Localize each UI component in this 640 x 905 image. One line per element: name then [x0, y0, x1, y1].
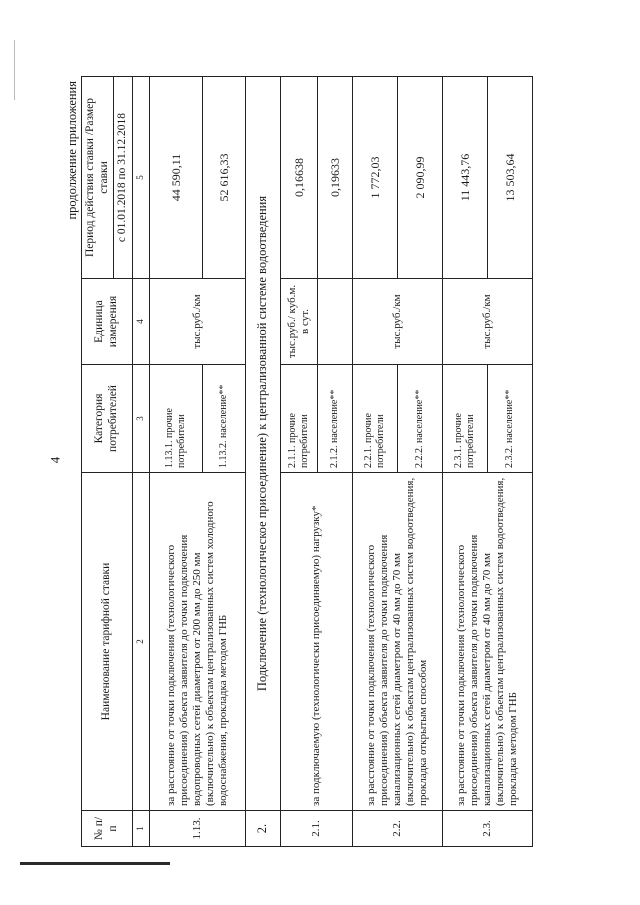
table-row	[442, 77, 487, 847]
row-number: 1.13.	[149, 811, 245, 847]
table-row	[352, 77, 397, 847]
document-sheet	[65, 67, 565, 857]
rate-name: за расстояние от точки подключения (технологического присоединения) объекта заявителя до точки подключения водопроводных сетей диаметром от 200 мм до 250 мм (включительно) к объектам централизованных систем холодного водоснабжения, прокладка методом ГНБ	[149, 473, 245, 811]
consumer-category: 1.13.2. население**	[202, 365, 245, 473]
section-number: 2.	[245, 811, 280, 847]
consumer-category: 2.2.1. прочие потребители	[352, 365, 397, 473]
index-cell: 3	[132, 365, 149, 473]
row-number: 2.3.	[442, 811, 532, 847]
unit-cell: тыс.руб./ куб.м. в сут.	[280, 279, 317, 365]
index-cell: 4	[132, 279, 149, 365]
rate-value: 1 772,03	[352, 77, 397, 279]
unit-cell	[317, 279, 352, 365]
consumer-category: 2.3.2. население**	[487, 365, 532, 473]
unit-cell: тыс.руб./км	[352, 279, 442, 365]
header-unit: Единица измерения	[82, 279, 133, 365]
page-number: 4	[47, 456, 63, 464]
unit-cell: тыс.руб./км	[442, 279, 532, 365]
table-row	[149, 77, 202, 847]
consumer-category: 2.1.1. прочие потребители	[280, 365, 317, 473]
header-name: Наименование тарифной ставки	[82, 473, 133, 811]
section-row	[245, 77, 280, 847]
rate-value: 0,16638	[280, 77, 317, 279]
scan-speck	[14, 40, 15, 100]
rate-name: за подключаемую (технологически присоединяемую) нагрузку*	[280, 473, 352, 811]
scan-edge-line	[20, 862, 170, 865]
rate-value: 52 616,33	[202, 77, 245, 279]
header-category: Категория потребителей	[82, 365, 133, 473]
rate-value: 2 090,99	[397, 77, 442, 279]
header-no: № п/п	[82, 811, 133, 847]
tariff-table	[81, 76, 533, 847]
row-number: 2.1.	[280, 811, 352, 847]
index-cell: 2	[132, 473, 149, 811]
consumer-category: 2.3.1. прочие потребители	[442, 365, 487, 473]
consumer-category: 1.13.1. прочие потребители	[149, 365, 202, 473]
row-number: 2.2.	[352, 811, 442, 847]
header-period-range: с 01.01.2018 по 31.12.2018	[114, 77, 133, 279]
unit-cell: тыс.руб./км	[149, 279, 245, 365]
rate-value: 13 503,64	[487, 77, 532, 279]
column-index-row	[132, 77, 149, 847]
consumer-category: 2.2.2. население**	[397, 365, 442, 473]
rate-name: за расстояние от точки подключения (технологического присоединения) объекта заявителя до точки подключения канализационных сетей диаметром от 40 мм до 70 мм (включительно) к объектам централизованных систем водоотведения, прокладка открытым способом	[352, 473, 442, 811]
rate-value: 44 590,11	[149, 77, 202, 279]
section-title: Подключение (технологическое присоединение) к централизованной системе водоотведения	[245, 77, 280, 811]
rate-value: 11 443,76	[442, 77, 487, 279]
continuation-note: продолжение приложения	[65, 81, 79, 220]
table-header-row	[82, 77, 114, 847]
rate-value: 0,19633	[317, 77, 352, 279]
table-row	[280, 77, 317, 847]
index-cell: 1	[132, 811, 149, 847]
rate-name: за расстояние от точки подключения (технологического присоединения) объекта заявителя до точки подключения канализационных сетей диаметром от 40 мм до 70 мм (включительно) к объектам централизованных систем водоотведения, прокладка методом ГНБ	[442, 473, 532, 811]
index-cell: 5	[132, 77, 149, 279]
header-period: Период действия ставки /Размер ставки	[82, 77, 114, 279]
consumer-category: 2.1.2. население**	[317, 365, 352, 473]
